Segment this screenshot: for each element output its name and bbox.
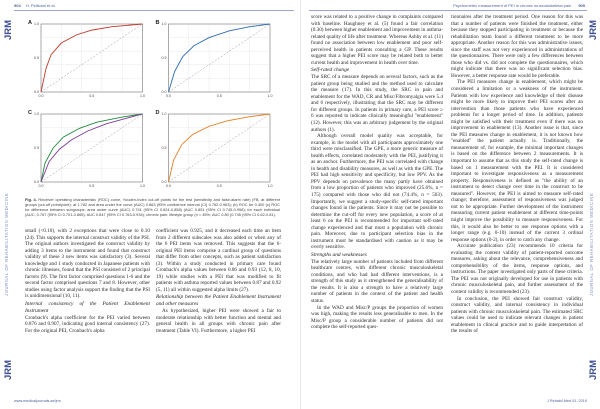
right-column-2 [451,14,583,335]
roc-panel-label: C [28,110,32,116]
left-page-footer-url[interactable]: www.medicaljournals.se/jrm [14,399,61,403]
right-page [300,0,600,409]
figure-caption-title: Fig. 4. [25,197,37,202]
roc-x-tick-label: 0.5 [89,94,95,98]
left-column-1 [25,228,150,334]
roc-x-tick-label: 0.5 [216,94,222,98]
roc-y-tick-label: 1.0 [34,112,39,117]
right-side-jrm-top: JRM [588,19,599,41]
right-col2-paragraph: The PEI measures change in enablement, which might be considered a limitation or a weakness of the instrument. Patients with low experience and knowledge of their disease might be more likely to improve their PEI scores after an intervention than those patients who have experienced problems for a longer period of time. In addition, patients might be satisfied with their treatment even if there was no improvement in enablement (13). Another issue is that, since the PEI measures change in enablement, it is not known how "enabled" the patient actually is. Traditionally, the measurement of, for example, the minimal important changes is based on the difference between 2 measurements. It is important to assume that as this study the self-rated change is based on 1 measurement with the PEI. It is considered important to investigate responsiveness as a measurement property. Responsiveness is defined as "the ability of an instrument to detect change over time in the construct to be measured". However, the PEI is aimed to measure self-rated change; therefore, assessment of responsiveness was judged not to be appropriate. Further development of the instrument measuring current patient enablement at different time-points might improve the possibility to measure responsiveness. For this, it would also be better to use response options with a longer range (e.g. 0-10) instead of the current 3 ordinal response options (0-2), in order to catch any change. [451,79,583,243]
roc-x-tick-label: 0.0 [38,184,44,188]
right-page-title: Psychometric measurement of PEI in chronic musculoskeletal pain [453,3,572,8]
left-col2-heading: Relationship between the Patient Enablement Instrument and other measures [156,294,281,308]
roc-y-tick-label: 0.5 [34,146,39,151]
right-col1-paragraph: The relatively large number of patients included from different healthcare centres, with different chronic musculoskeletal conditions, and who had had different interventions, is a strength of this study as it strengthened the generalisability of the results. It is also a strength to have a relatively large number of patients in the context of the patient and health status. [311,258,443,305]
right-col1-heading: Strengths and weaknesses [311,251,367,258]
figure-caption [25,198,280,218]
roc-y-tick-label: 1.0 [34,22,39,27]
right-side-jrm-bottom: JRM [588,359,599,381]
roc-x-tick-label: 0.0 [166,94,171,98]
roc-x-tick-label: 1.0 [267,94,273,98]
roc-y-tick-label: 0.0 [34,90,39,95]
left-col2-paragraph: coefficient was 0.925, and it decreased each time an item from 2 different subscales was also added or when any of the 6 PEI items was removed. This suggests that the 6-original PEI items comprise a cardinal group of questions that differ from other concepts, such as patient satisfaction (3). Within a study conducted in primary care found Cronbach's alpha values between 0.86 and 0.93 (12, 8, 10, 19) while studies with a PEI that was modified to fit patients with asthma reported values between 0.87 and 0.92 (5, 11) all within suggested alpha limits (27). [156,228,281,293]
right-column-1 [311,14,443,331]
right-side-journal-title: JOURNAL OF REHABILITATION MEDICINE [589,192,594,296]
roc-x-tick-label: 1.0 [140,94,145,98]
right-page-footer: J Rehabil Med 51, 2019 [546,399,587,403]
left-page-author: H. Pellicani et al. [25,3,56,8]
roc-x-tick-label: 0.5 [216,184,222,188]
roc-panel-label: B [155,20,160,26]
roc-y-tick-label: 1.0 [161,112,167,117]
roc-x-tick-label: 0.0 [166,184,171,188]
right-col1-paragraph: score was related to a positive change in complaints compared with baseline. Haughney et al. (5) found a fair correlation (0.30) between higher enablement and improvement in asthma-related quality of life after treatment. Whereas Ashby et al. (11) found no association between low enablement and poor self-perceived health in patients consulting a GP. These results suggest that a higher PEI score may be related both to better current health and improvement in health over time. [311,14,443,66]
left-side-jrm-bottom: JRM [3,359,14,381]
left-col1-heading: Internal consistency of the Patient Enablement Instrument [25,301,150,314]
right-col1-paragraph: In the WAD and Misc/P groups the proportion of women was high, making the results less generalisable to men. In the Misc/P group a considerable number of patients did not complete the self-reported ques- [311,304,443,331]
left-col2-after-heading: As hypothesized, higher PEI were showed a fair to moderate relationship with better function and mental and general health in all groups with chronic pain after treatment (Table VI). Furthermore, a higher PEI [156,308,281,334]
right-header-rule [309,10,587,11]
roc-x-tick-label: 1.0 [267,184,273,188]
roc-y-tick-label: 0.5 [34,56,39,61]
right-page-header [313,3,585,8]
right-col2-paragraph: tionnaires after the treatment period. One reason for this was that a number of patients were finished the treatment, either because they stopped participating in treatment or because the rehabilitation team found a different treatment to be more appropriate. Another reason for this was administrative issues, since the staff was not very experienced in administrations of the questionnaires. There were only a few differences between those who did vs. did not complete the questionnaires, which might indicate that there was no significant selection bias. However, a better response rate would be preferable. [451,14,583,79]
roc-figure-svg [25,16,280,196]
left-col1-after-heading: Cronbach's alpha coefficient for the PEI varied between 0.876 and 0.907, indicating good internal consistency (27). For the original PEI, Cronbach's alpha [25,314,150,334]
left-page-header [14,3,56,8]
left-side-jrm-top: JRM [3,19,14,41]
right-col2-paragraph: Accurate publication (23) recommends 10 criteria for evaluating the content validity of patient-reported outcome measures, asking about the relevance, comprehensiveness and comprehensibility of the items, response options, and instructions. The paper investigated only parts of these criteria. The PEI was not originally developed for use in patients with chronic musculoskeletal pain, and further assessment of the content validity is recommended (23). [451,243,583,295]
right-col1-paragraph: Although overall model quality was acceptable, for example, in the model with all participants approximately one third were misclassified. The GPE, a more generic measure of health effects, correlated moderately with the PEI, justifying it as an anchor. Furthermore, the PEI was correlated with change in health and disability measures, as well as with the GPE. The PEI had high sensitivity and specificity, but low PPV. As the PPV depends on prevalence the many partly have obtained from a low proportion of patients who improved (25.6%, n = 175) compared with those who did not (74.4%, n = 503). Importantly, we suggest a study-specific self-rated important changes found in the patients. Since it may not be possible to determine the cut-off for every new population, a score of at least 6 on the PEI is recommended for important self-rated change experienced and that most a population with chronic pain. Moreover, due to participant selection bias in the instrument must be standardised with caution as it may be overly sensitive. [311,133,443,251]
roc-panel-label: A [28,20,32,26]
roc-y-tick-label: 1.0 [161,22,167,27]
roc-y-tick-label: 0.5 [161,56,167,61]
roc-y-tick-label: 0.5 [161,146,167,151]
roc-y-tick-label: 0.0 [161,90,167,95]
left-side-journal-title: JOURNAL OF REHABILITATION MEDICINE [4,192,9,296]
roc-x-tick-label: 0.5 [89,184,95,188]
right-col1-heading: Self-rated change [311,67,350,74]
roc-y-tick-label: 0.0 [161,180,167,185]
left-side-strip [3,10,13,390]
right-col1-paragraph: The SRC of a measure depends on several factors, such as the patient group being studied and the method used to calculate the measure (17). In this study, the SRC in pain and enablement for the WAD, CR and Misc/Fibromyalgia were 5.4 and 6 respectively, illustrating that the SRC may be different for different groups. In patients in primary care, a PEI score ≥ 6 was reported to indicate clinically meaningful "enablement" (12). However, this was an arbitrary judgement by the original authors (1). [311,74,443,133]
roc-figure [25,16,280,196]
roc-x-tick-label: 0.0 [38,94,44,98]
left-header-rule [14,10,294,11]
left-col1-paragraph: small (<0.10), with 2 exceptions that were close to 0.10 (24). This supports the internal construct validity of the PSI. The original authors investigated the construct validity by adding 3 items to the instrument and found that construct validity of these 3 new items was satisfactory (3). Several knowledge and 1 study conducted in Japanese patients with chronic illnesses, found that the PSI consisted of 2 principal factors (9). The first factor comprised questions 1-6 and the second factor comprised questions 7 and 8. However, other studies using factor analysis support the finding that the PSI is unidimensional (10, 11). [25,228,150,300]
right-page-number: 905 [578,3,585,8]
roc-y-tick-label: 0.0 [34,180,39,185]
right-col2-paragraph: In conclusion, the PEI showed fair construct validity, construct validity, and internal consistency in individual patients with chronic musculoskeletal pain. The estimated SRC values could be used to indicate relevant changes in patient enablement in clinical practice and to guide interpretation of the results of [451,295,583,335]
left-page-number: 904 [14,3,21,8]
roc-x-tick-label: 1.0 [140,184,145,188]
left-column-2 [156,228,281,334]
roc-panel-label: D [155,110,160,116]
right-side-strip [588,10,598,390]
figure-caption-text: Receiver operating characteristic (ROC) curve, Youden-Index cut-off points for the test (sensitivity and false-alarm rate) (FB, at different groups (cut-off point/point): at 1.782 and area under the curve (AUC) 0.863 (95% confidence interval (CI) 0.762-0.963); (b) ROC for 0.400 (c) ROC for difference between subgroups: area under curve (AUC) 0.741 (95% CI 0.624-0.858) (AUC 0.851 (95% CI 0.745-0.958); for each individual (AUC, 0.767 (95% CI 0.701-0.865). AUC 0.847 (95% CI 0.763-0.934); chronic pain: lifestyle group (n = 45%; AUC 0.80 (0.745 (95% CI 0.62-0.81). [25,197,280,217]
